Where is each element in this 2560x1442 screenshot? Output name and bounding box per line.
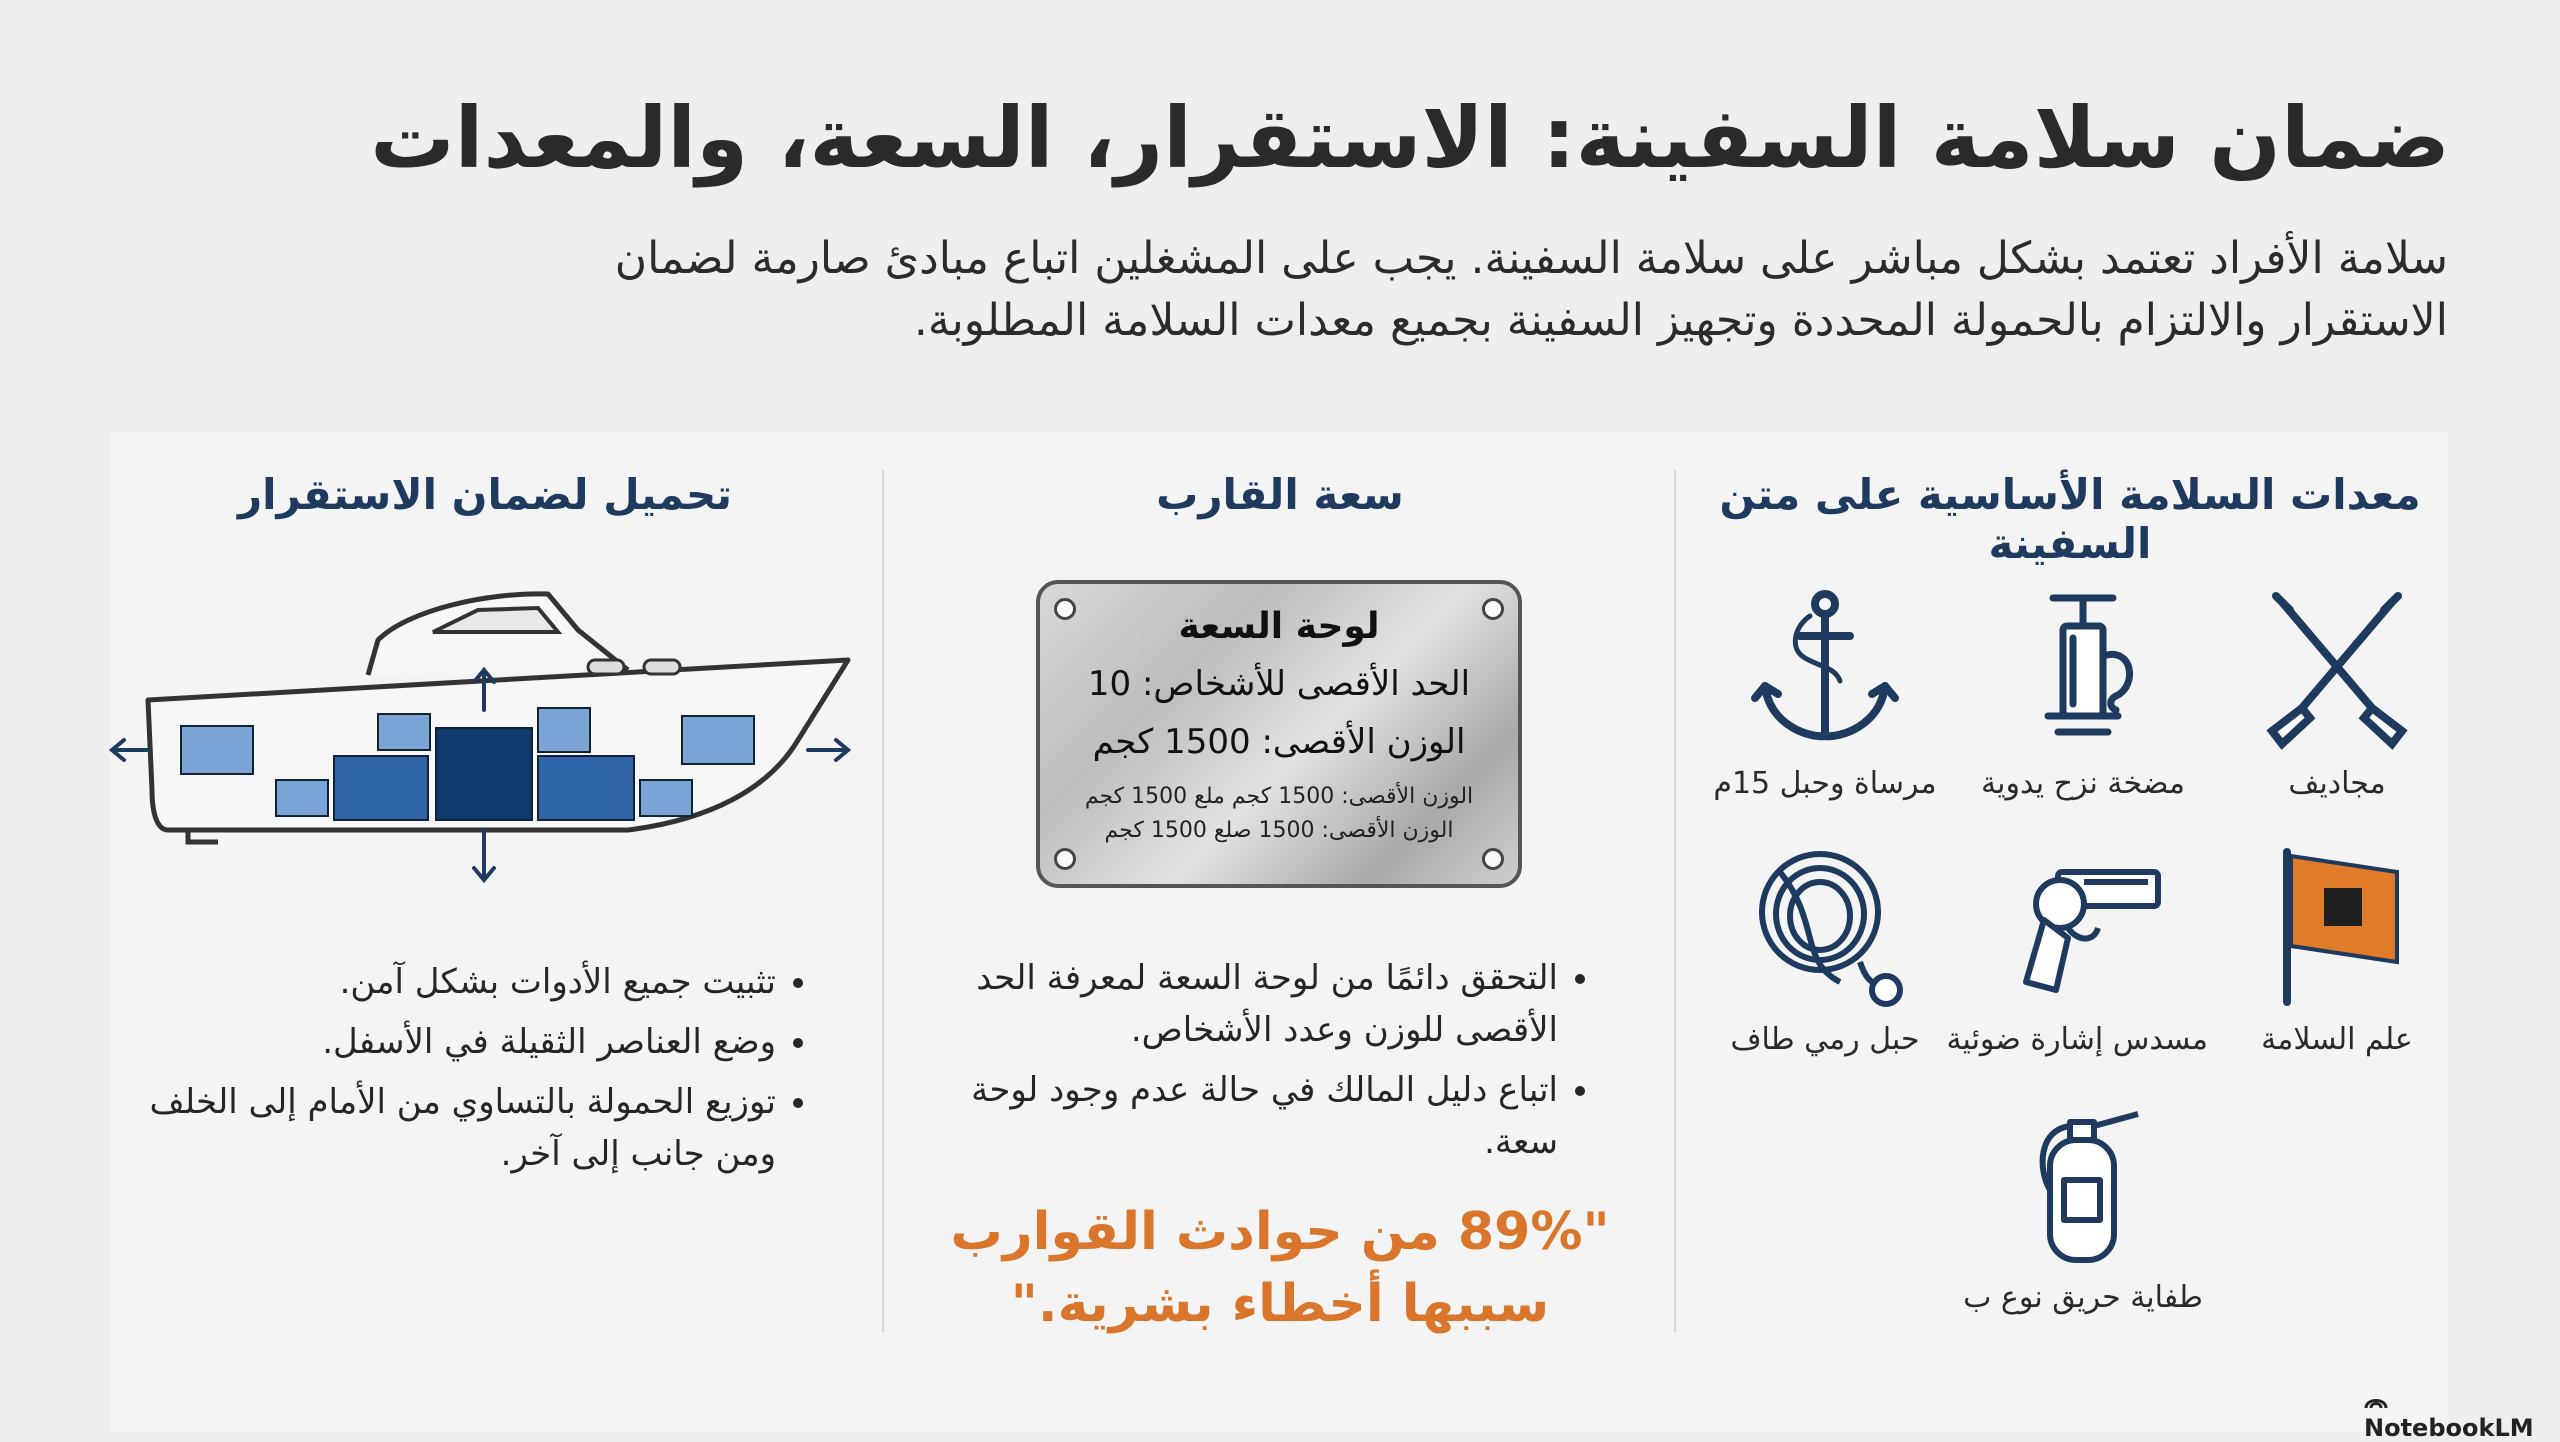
loading-bullets [86, 956, 820, 1188]
plate-max-weight: الوزن الأقصى: 1500 كجم [1092, 722, 1466, 762]
plate-small-text: الوزن الأقصى: 1500 صلع 1500 كجم [1104, 818, 1454, 843]
throw-rope-icon [1740, 842, 1910, 1012]
notebooklm-logo-icon [2364, 1392, 2388, 1410]
plate-small-text: الوزن الأقصى: 1500 كجم ملع 1500 كجم [1084, 784, 1474, 809]
plate-max-persons: الحد الأقصى للأشخاص: 10 [1087, 664, 1471, 704]
brand-logo [2364, 1386, 2560, 1442]
loading-heading: تحميل لضمان الاستقرار [237, 470, 733, 519]
capacity-plate [1036, 580, 1522, 888]
capacity-heading: سعة القارب [1156, 470, 1404, 519]
flare-gun-icon [1998, 842, 2168, 1012]
screw-icon [1482, 848, 1504, 870]
equipment-label: علم السلامة [2261, 1022, 2413, 1057]
equipment-item-flare-gun [1946, 842, 2208, 1057]
equipment-item-anchor [1700, 586, 1950, 801]
boat-loading-diagram [108, 580, 858, 900]
equipment-label: مضخة نزح يدوية [1981, 766, 2185, 801]
equipment-item-oars [2212, 586, 2462, 801]
page-title: ضمان سلامة السفينة: الاستقرار، السعة، والمعدات [370, 89, 2450, 187]
plate-title: لوحة السعة [1178, 606, 1380, 647]
safety-flag-icon [2252, 842, 2422, 1012]
statistic-quote: "89% من حوادث القوارب سببها أخطاء بشرية." [950, 1202, 1610, 1334]
list-item: • التحقق دائمًا من لوحة السعة لمعرفة الحد الأقصى للوزن وعدد الأشخاص. [918, 952, 1558, 1056]
hand-pump-icon [1998, 586, 2168, 756]
equipment-item-throw-rope [1700, 842, 1950, 1057]
oars-icon [2252, 586, 2422, 756]
column-divider [882, 470, 884, 1332]
equipment-item-fire-extinguisher [1958, 1100, 2208, 1315]
equipment-label: مرساة وحبل 15م [1713, 766, 1937, 801]
screw-icon [1054, 848, 1076, 870]
equipment-heading: معدات السلامة الأساسية على متن السفينة [1719, 470, 2421, 568]
list-item: • وضع العناصر الثقيلة في الأسفل. [86, 1016, 776, 1068]
list-item: • تثبيت جميع الأدوات بشكل آمن. [86, 956, 776, 1008]
equipment-label: طفاية حريق نوع ب [1963, 1280, 2203, 1315]
list-item: • اتباع دليل المالك في حالة عدم وجود لوحة سعة. [918, 1064, 1558, 1168]
equipment-item-hand-pump [1958, 586, 2208, 801]
equipment-item-safety-flag [2212, 842, 2462, 1057]
list-item: • توزيع الحمولة بالتساوي من الأمام إلى الخلف ومن جانب إلى آخر. [86, 1076, 776, 1180]
capacity-bullets [918, 952, 1602, 1176]
anchor-icon [1740, 586, 1910, 756]
fire-extinguisher-icon [1998, 1100, 2168, 1270]
equipment-label: مسدس إشارة ضوئية [1946, 1022, 2208, 1057]
page-subtitle: سلامة الأفراد تعتمد بشكل مباشر على سلامة السفينة. يجب على المشغلين اتباع مبادئ صارمة لضمان الاستقرار والالتزام بالحمولة المحددة وتجهيز السفينة بجميع معدات السلامة المطلوبة. [614, 233, 2448, 346]
brand-name: NotebookLM [2364, 1414, 2534, 1442]
column-divider [1674, 470, 1676, 1332]
equipment-label: مجاديف [2288, 766, 2386, 801]
equipment-label: حبل رمي طاف [1730, 1022, 1920, 1057]
